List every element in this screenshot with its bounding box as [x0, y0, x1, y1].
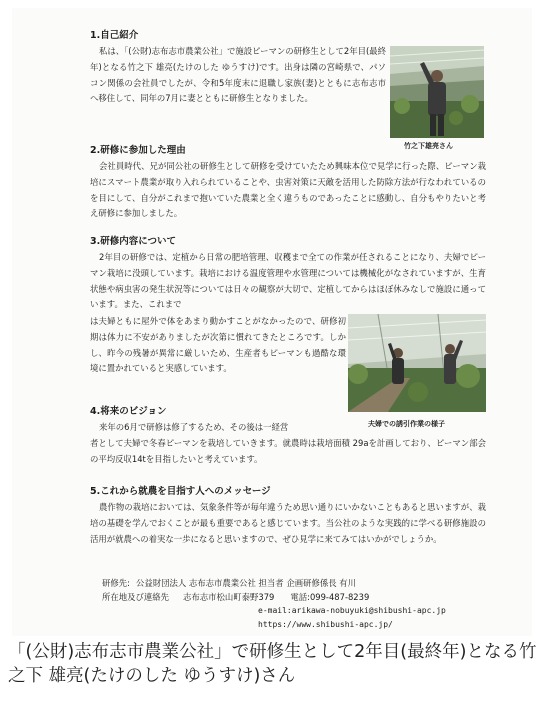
contact-block [102, 576, 369, 604]
contact-row-1 [102, 576, 369, 590]
section-3-body-top [90, 250, 486, 313]
contact-email[interactable]: e-mail:arikawa-nobuyuki@shibushi-apc.jp [258, 606, 446, 615]
contact-organization: 公益財団法人 志布志市農業公社 担当者 企画研修係長 有川 [135, 578, 356, 588]
contact-label-address: 所在地及び連絡先 [102, 592, 169, 602]
image-caption: 「(公財)志布志市農業公社」で研修生として2年目(最終年)となる竹之下 雄亮(たけのした ゆうすけ)さん [8, 642, 537, 686]
section-3-text-top: 2年目の研修では、定植から日常の肥培管理、収穫まで全ての作業が任されることになり、夫婦でピーマン栽培に没頭しています。栽培における温度管理や水管理については機械化がなされていますが、生育状態や病虫害の発生状況等については日々の観察が大切で、定植してからはほぼ休みなしで施設に通っています。また、これまで [90, 252, 486, 310]
section-2-text: 会社員時代、兄が同公社の研修生として研修を受けていたため興味本位で見学に行った際、ピーマン栽培にスマート農業が取り入れられていることや、虫害対策に天敵を活用した防除方法が行なわれているのを目にして、自分がこれまで抱いていた農業と全く違うものであったことに感動し、自分もやりたいと考え研修に参加しました。 [90, 161, 486, 219]
work-photo-caption: 夫婦での誘引作業の様子 [368, 420, 445, 428]
section-3-title: 3.研修内容について [90, 236, 177, 247]
section-1-text: 私は、「(公財)志布志市農業公社」で施設ピーマンの研修生として2年目(最終年)となる竹之下 雄亮(たけのした ゆうすけ)です。出身は隣の宮崎県で、パソコン関係の会社員でしたが、令和5年度末に退職し家族(妻)とともに志布志市へ移住して、同年の7月に妻とともに研修生となりました。 [90, 46, 386, 104]
section-4-title: 4.将来のビジョン [90, 406, 167, 417]
section-5-text: 農作物の栽培においては、気象条件等が毎年違うため思い通りにいかないこともあると思いますが、栽培の基礎を学んでおくことが最も重要であると感じています。当公社のような実践的に学べる研修施設の活用が就農への着実な一歩になると思いますので、ぜひ見学に来てみてはいかがでしょうか。 [90, 502, 486, 544]
section-2-body [90, 159, 486, 222]
document-page [12, 8, 532, 636]
section-1-title: 1.自己紹介 [90, 30, 139, 41]
section-5-title: 5.これから就農を目指す人へのメッセージ [90, 486, 271, 497]
farmer-portrait-photo [390, 46, 484, 138]
greenhouse-work-photo [348, 314, 486, 412]
section-4-line1 [90, 420, 346, 436]
section-5-body [90, 500, 486, 547]
contact-tel: 電話:099-487-8239 [290, 592, 370, 602]
section-1-body [90, 44, 386, 107]
contact-row-2 [102, 590, 369, 604]
portrait-caption: 竹之下雄亮さん [404, 142, 453, 150]
section-3-body-side [90, 314, 346, 377]
section-4-body [90, 436, 486, 468]
contact-url[interactable]: https://www.shibushi-apc.jp/ [258, 620, 393, 629]
section-2-title: 2.研修に参加した理由 [90, 145, 186, 156]
contact-label-training: 研修先: [102, 578, 130, 588]
section-3-text-side: は夫婦ともに屋外で体をあまり動かすことがなかったので、研修初期は体力に不安がありましたが次第に慣れてきたところです。しかし、昨今の残暑が異常に厳しいため、生産者もピーマンも過酷な環境に置かれていると実感しています。 [90, 316, 346, 374]
section-4-text: 者として夫婦で冬春ピーマンを栽培していきます。就農時は栽培面積 29aを計画しており、ピーマン部会の平均反収14tを目指したいと考えています。 [90, 438, 486, 464]
section-4-text-line1: 来年の6月で研修は修了するため、その後は一経営 [99, 422, 289, 432]
contact-address: 志布志市松山町泰野379 [183, 592, 275, 602]
